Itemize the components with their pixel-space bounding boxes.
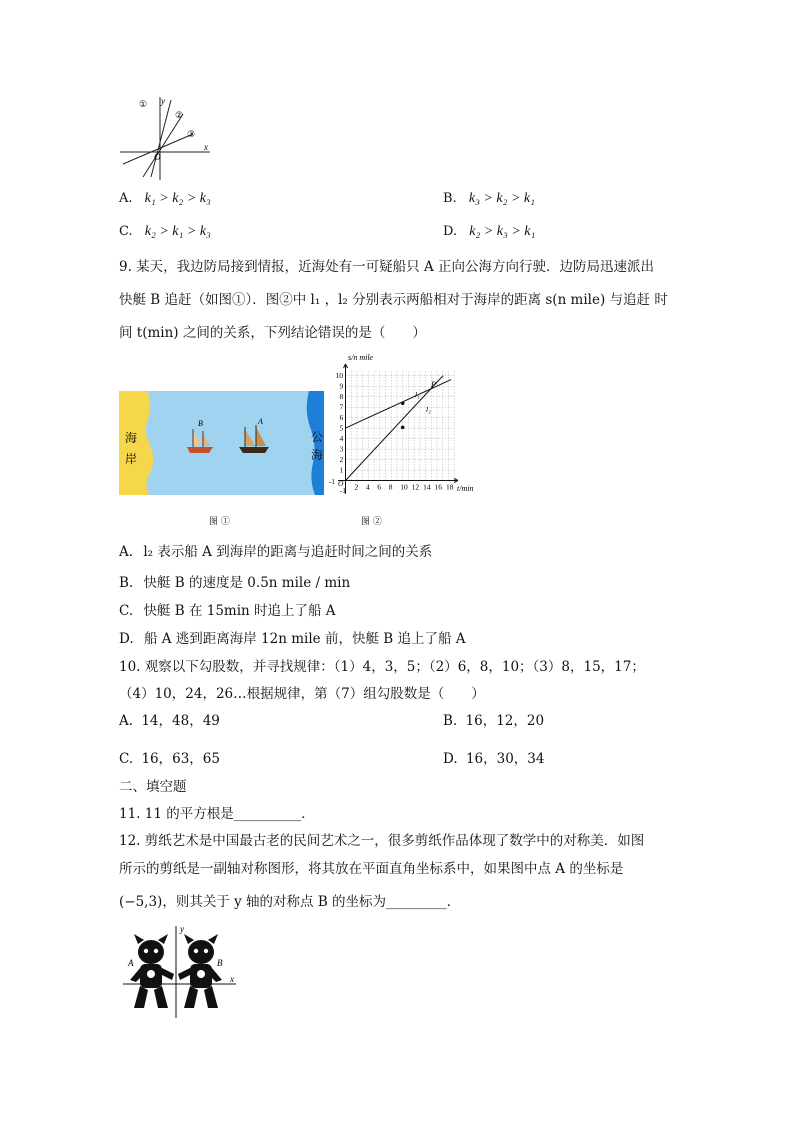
point-a-label: A [128, 958, 134, 968]
s-tick-label: 1 [339, 465, 344, 475]
t-tick-label: 10 [400, 482, 408, 492]
option-text: 14，48，49 [141, 713, 220, 729]
q9-figure-1 [119, 391, 324, 495]
q10-option-c[interactable] [119, 747, 220, 767]
option-text: k₃ > k₂ > k₁ [468, 191, 535, 206]
t-tick-label: 16 [434, 482, 443, 492]
q9-option-c[interactable] [119, 599, 336, 619]
t-tick-label: 4 [365, 482, 370, 492]
option-label: D. [119, 631, 134, 647]
option-label: C. [119, 603, 134, 619]
t-axis-ticks [354, 483, 453, 492]
l2-label: l₂ [426, 405, 431, 414]
shore-char-2: 岸 [125, 452, 138, 466]
boat-b-label: B [198, 419, 203, 428]
point-p-label: P [431, 380, 436, 389]
q9-stem-line-3: 间 t(min) 之间的关系，下列结论错误的是（ ） [119, 325, 426, 341]
option-text: 船 A 逃到距离海岸 12n mile 前，快艇 B 追上了船 A [143, 631, 466, 647]
q9-figure-1-caption: 图 ① [209, 517, 230, 527]
t-axis-label: t/min [457, 484, 474, 493]
q12-stem-line-3: (−5,3)，则其关于 y 轴的对称点 B 的坐标为_________． [119, 894, 461, 910]
s-tick-label: 4 [339, 434, 344, 444]
q9-option-d[interactable] [119, 627, 466, 647]
s-tick-label: 7 [339, 402, 344, 412]
point-on-l2 [401, 402, 405, 406]
x-axis-label: x [230, 974, 234, 984]
neg-t-tick: -1 [329, 478, 335, 486]
s-tick-label: 5 [339, 423, 344, 433]
y-axis-label: y [180, 924, 184, 934]
option-text: 16，30，34 [465, 751, 545, 767]
l1-label: l₁ [415, 390, 420, 399]
open-sea-char-2: 海 [311, 448, 324, 462]
t-tick-label: 18 [445, 482, 454, 492]
option-text: k₁ > k₂ > k₃ [144, 191, 211, 206]
line-2 [143, 114, 183, 177]
q9-figure-2-graph [326, 352, 486, 500]
option-text: k₂ > k₃ > k₁ [469, 224, 536, 239]
s-axis-ticks [336, 371, 344, 474]
option-label: A. [119, 713, 134, 729]
q8-option-b[interactable] [443, 191, 535, 207]
graph-grid [346, 370, 455, 480]
q12-papercut-figure [118, 922, 243, 1022]
s-tick-label: 8 [339, 392, 344, 402]
q8-option-d[interactable] [443, 224, 535, 240]
point-b-label: B [217, 958, 223, 968]
y-axis-label: y [161, 96, 165, 106]
s-tick-label: 9 [339, 381, 344, 391]
option-label: D. [443, 751, 458, 767]
q11-stem: 11. 11 的平方根是__________． [119, 806, 315, 822]
option-label: B. [443, 713, 458, 729]
q9-figure-2-caption: 图 ② [361, 517, 382, 527]
s-tick-label: 6 [339, 413, 344, 423]
q12-stem-line-1: 12. 剪纸艺术是中国最古老的民间艺术之一，很多剪纸作品体现了数学中的对称美．如图 [119, 833, 645, 849]
q10-option-a[interactable] [119, 709, 220, 729]
open-sea-char-1: 公 [311, 430, 324, 444]
option-text: 16，63，65 [141, 751, 220, 767]
q8-option-c[interactable] [119, 224, 211, 240]
option-label: B. [119, 575, 134, 591]
option-label: A. [119, 191, 133, 206]
option-label: C. [119, 751, 134, 767]
origin-label: O [338, 479, 344, 488]
boat-a-label: A [258, 417, 263, 426]
s-tick-label: 2 [339, 455, 344, 465]
option-text: 快艇 B 的速度是 0.5n mile / min [143, 575, 351, 591]
neg-s-tick: -1 [340, 487, 346, 495]
q10-stem-line-2: （4）10，24，26…根据规律，第（7）组勾股数是（ ） [119, 686, 485, 702]
option-text: 快艇 B 在 15min 时追上了船 A [143, 603, 336, 619]
x-axis-label: x [204, 142, 208, 152]
section-heading: 二、填空题 [119, 779, 187, 795]
t-tick-label: 14 [423, 482, 431, 492]
q8-option-a[interactable] [119, 191, 211, 207]
q12-stem-line-2: 所示的剪纸是一副轴对称图形，将其放在平面直角坐标系中，如果图中点 A 的坐标是 [119, 861, 624, 877]
q9-stem-line-2: 快艇 B 追赶（如图①）．图②中 l₁ ，l₂ 分别表示两船相对于海岸的距离 s(n mile) 与追赶 时 [119, 292, 668, 308]
q10-option-b[interactable] [443, 709, 544, 729]
q9-option-b[interactable] [119, 571, 350, 591]
line-l1 [346, 376, 444, 481]
q10-stem-line-1: 10. 观察以下勾股数，并寻找规律：（1）4，3，5；（2）6，8，10；（3）8，15，17； [119, 659, 645, 675]
point-on-l1 [401, 426, 405, 430]
option-text: k₂ > k₁ > k₃ [144, 224, 211, 239]
shore-char-1: 海 [125, 431, 138, 445]
t-tick-label: 6 [377, 482, 382, 492]
option-text: l₂ 表示船 A 到海岸的距离与追赶时间之间的关系 [143, 544, 433, 560]
q10-option-d[interactable] [443, 747, 544, 767]
origin-label: O [154, 152, 161, 162]
q8-lines-figure [115, 92, 215, 182]
option-label: D. [443, 224, 458, 239]
s-tick-label: 3 [339, 444, 344, 454]
s-tick-label: 10 [335, 371, 343, 381]
t-tick-label: 2 [354, 482, 359, 492]
s-axis-label: s/n mile [348, 353, 374, 362]
q9-stem-line-1: 9. 某天，我边防局接到情报，近海处有一可疑船只 A 正向公海方向行驶．边防局迅速派出 [119, 259, 655, 275]
t-tick-label: 12 [411, 482, 420, 492]
line-2-label: ② [175, 110, 184, 120]
option-label: C. [119, 224, 133, 239]
option-text: 16，12，20 [465, 713, 545, 729]
q9-option-a[interactable] [119, 540, 432, 560]
line-1-label: ① [139, 99, 148, 109]
option-label: A. [119, 544, 134, 560]
t-tick-label: 8 [388, 482, 393, 492]
option-label: B. [443, 191, 457, 206]
line-3-label: ③ [187, 129, 196, 139]
